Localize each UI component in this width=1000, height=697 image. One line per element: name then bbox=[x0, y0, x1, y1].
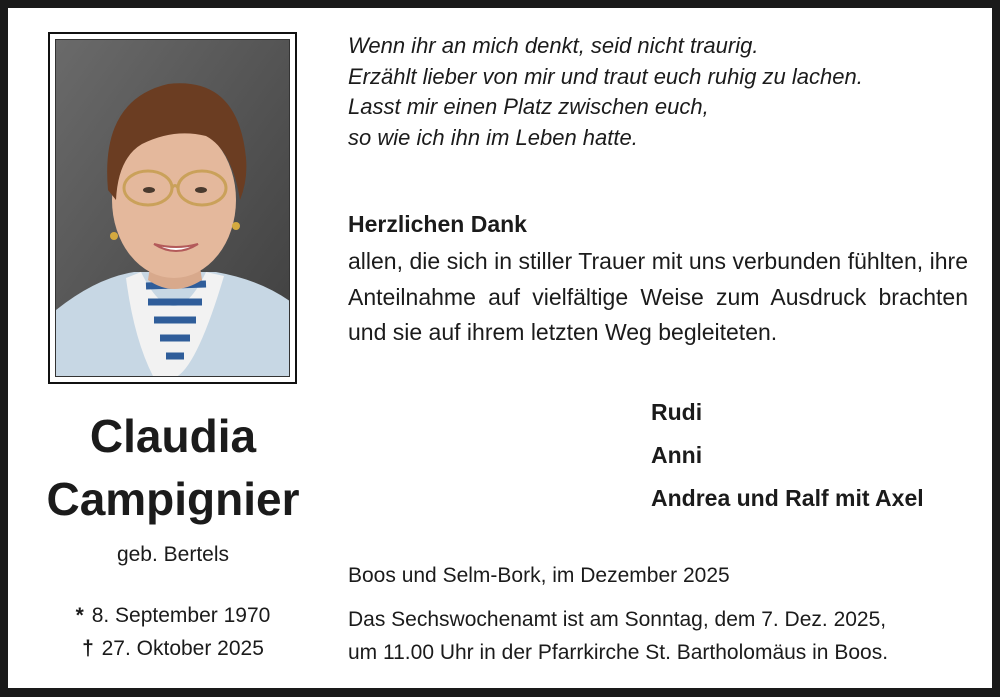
deceased-first-name: Claudia bbox=[89, 410, 257, 462]
signer-name: Anni bbox=[651, 442, 703, 468]
portrait-photo bbox=[55, 39, 290, 377]
place-and-date: Boos und Selm-Bork, im Dezember 2025 bbox=[348, 564, 730, 587]
service-line: Das Sechswochenamt ist am Sonntag, dem 7. Dez. 2025, bbox=[348, 608, 887, 631]
death-symbol: † bbox=[82, 637, 94, 660]
poem-line: Wenn ihr an mich denkt, seid nicht traurig. bbox=[348, 33, 759, 58]
portrait-photo-frame bbox=[48, 32, 297, 384]
memorial-poem bbox=[348, 31, 978, 153]
poem-line: Lasst mir einen Platz zwischen euch, bbox=[348, 94, 709, 119]
birth-symbol: * bbox=[75, 604, 84, 627]
thanks-text: allen, die sich in stiller Trauer mit uns verbunden fühlten, ihre Anteilnahme auf vielfältige Weise zum Ausdruck brachten und sie auf ihrem letzten Weg begleiteten. bbox=[348, 248, 968, 345]
signer-name: Rudi bbox=[651, 399, 703, 425]
thanks-heading: Herzlichen Dank bbox=[348, 211, 527, 237]
birth-date: 8. September 1970 bbox=[91, 604, 271, 627]
birth-date-line bbox=[20, 604, 326, 628]
death-date: 27. Oktober 2025 bbox=[101, 637, 264, 660]
death-date-line bbox=[20, 637, 326, 661]
signer-name: Andrea und Ralf mit Axel bbox=[651, 485, 924, 511]
deceased-last-name: Campignier bbox=[46, 473, 300, 525]
poem-line: Erzählt lieber von mir und traut euch ruhig zu lachen. bbox=[348, 63, 863, 89]
signers-list bbox=[651, 396, 924, 525]
service-line: um 11.00 Uhr in der Pfarrkirche St. Bartholomäus in Boos. bbox=[348, 641, 889, 664]
poem-line: so wie ich ihn im Leben hatte. bbox=[348, 124, 638, 150]
deceased-born-name: geb. Bertels bbox=[116, 543, 230, 566]
service-notice bbox=[348, 603, 968, 669]
portrait-illustration bbox=[56, 40, 290, 377]
